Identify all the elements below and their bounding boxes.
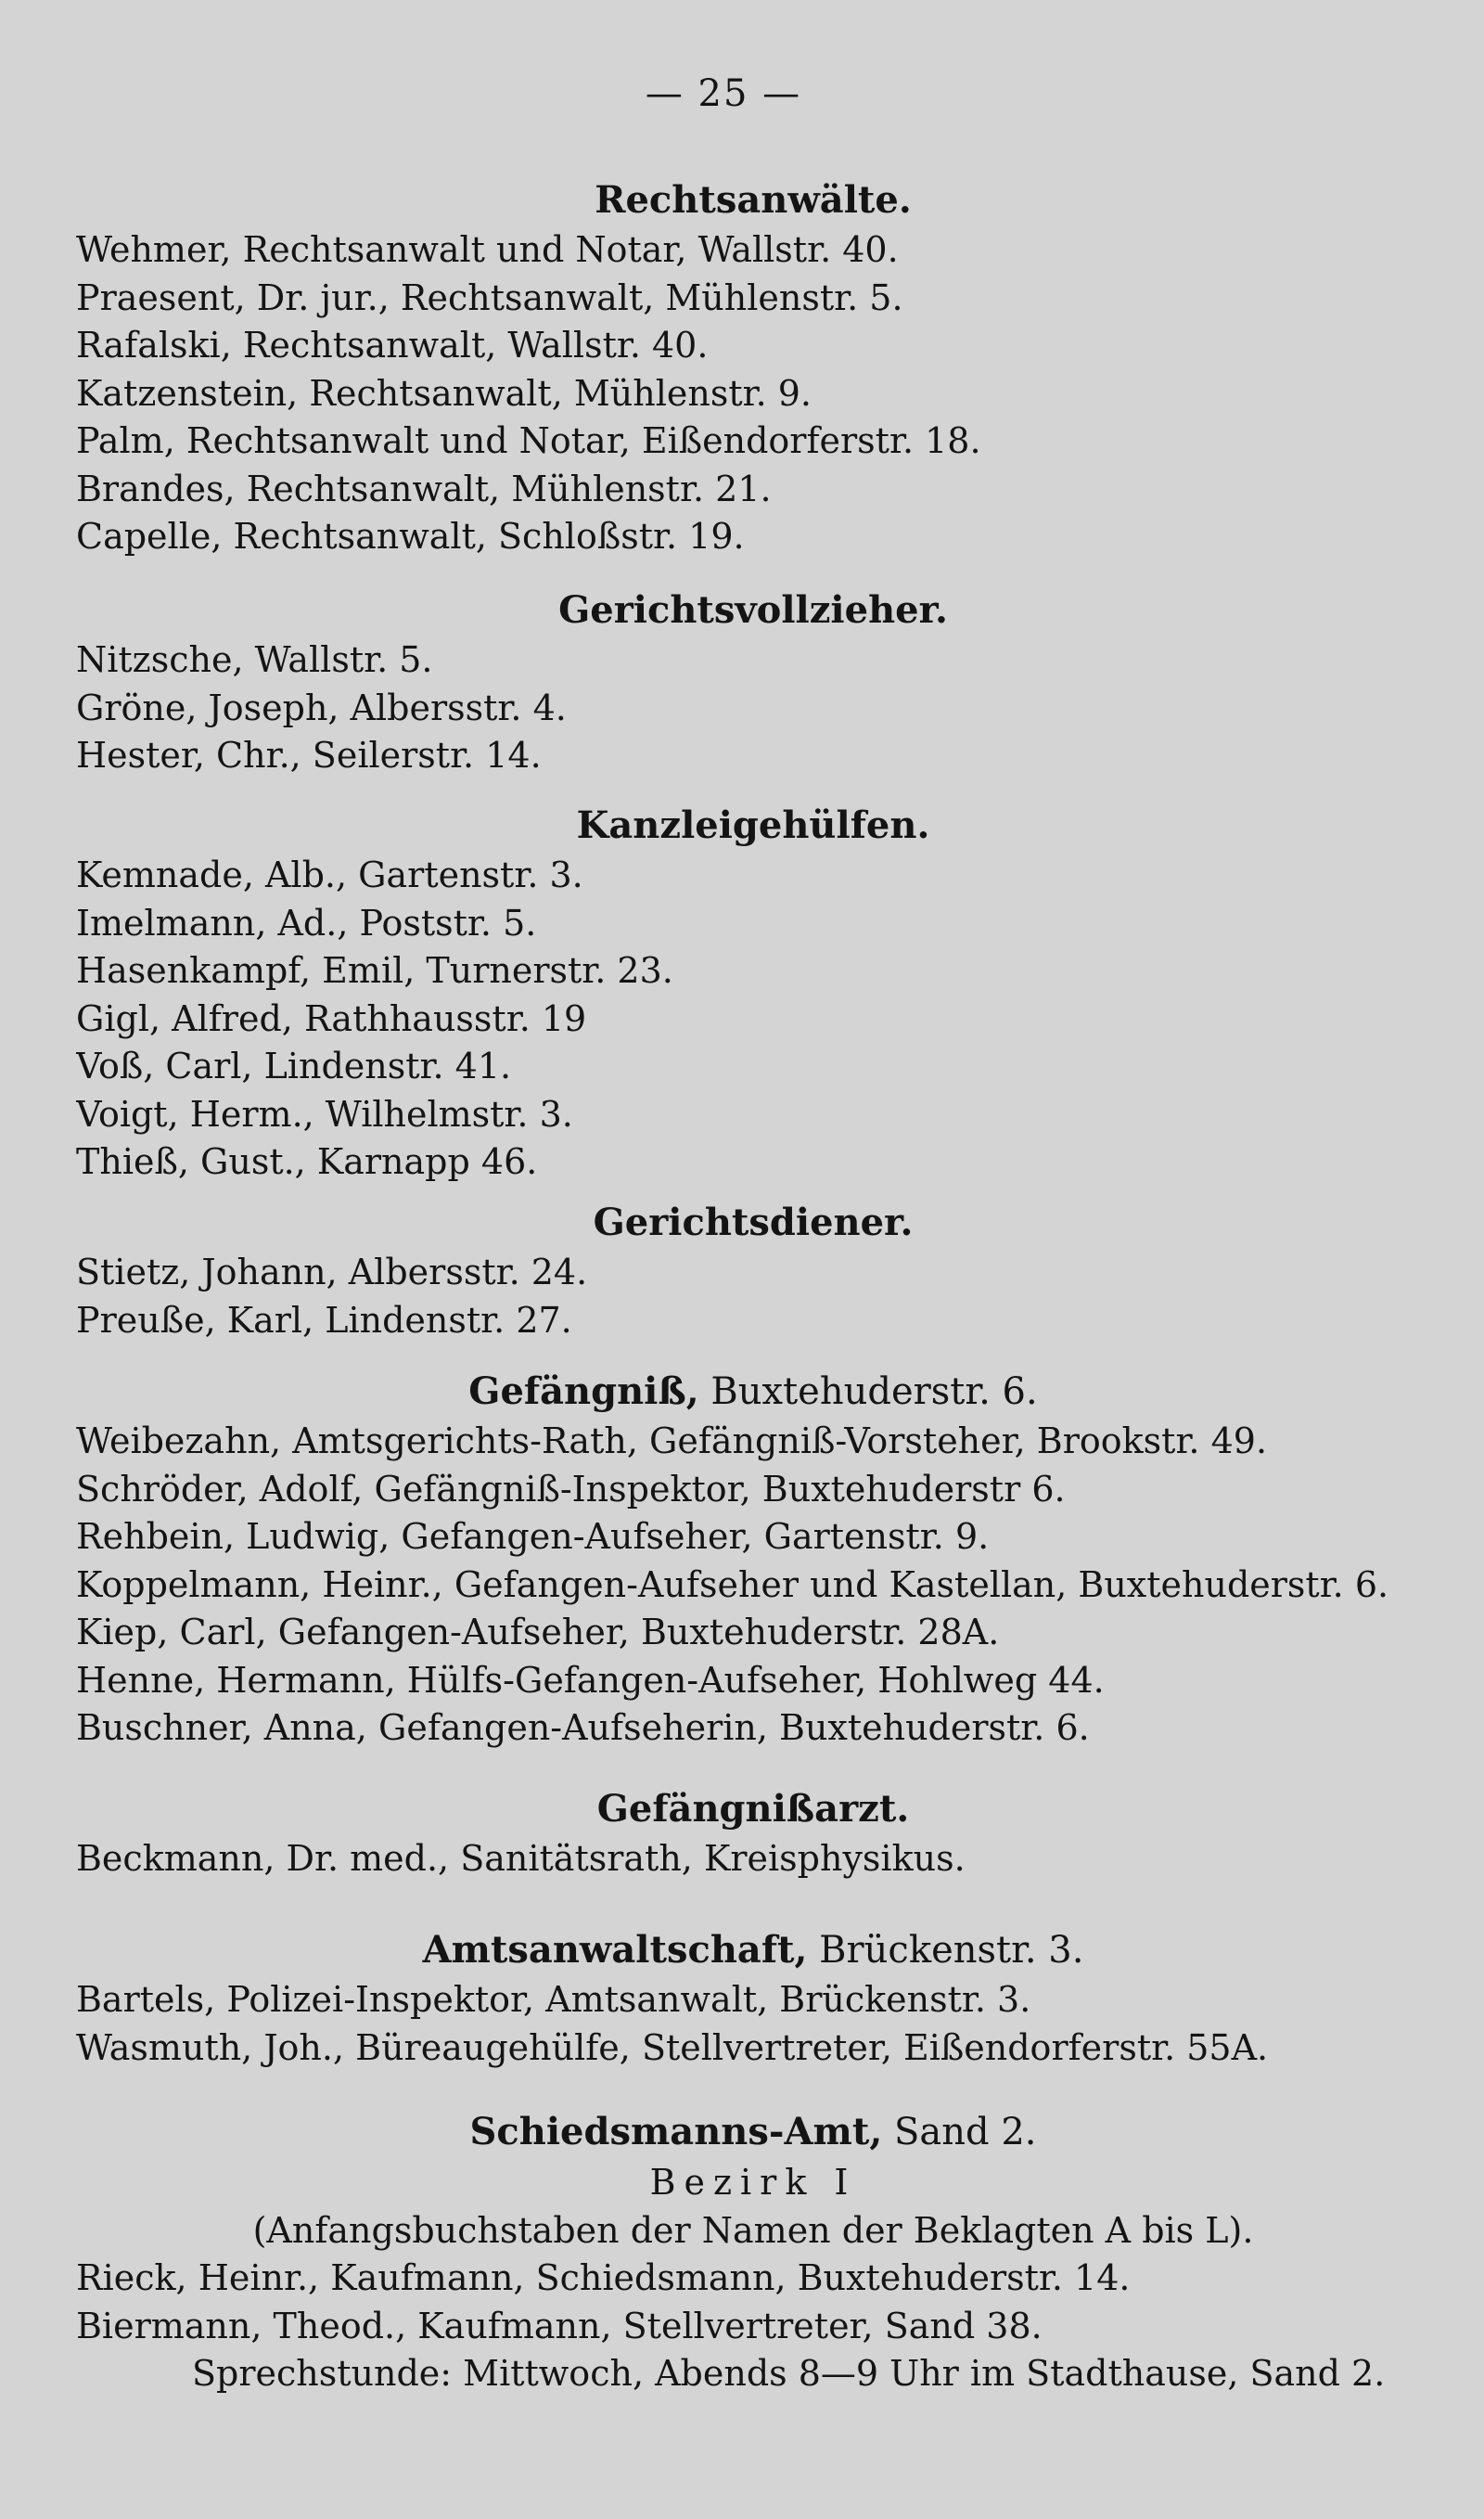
list-entry: Rieck, Heinr., Kaufmann, Schiedsmann, Buxtehuderstr. 14.	[76, 2257, 1131, 2298]
section-heading	[76, 1924, 1430, 1976]
section-heading-title: Gefängniß,	[468, 1369, 699, 1413]
section-heading: Rechtsanwälte.	[595, 178, 912, 222]
list-entry: Voigt, Herm., Wilhelmstr. 3.	[76, 1093, 573, 1135]
section-amtsanwaltschaft	[76, 1924, 1430, 2072]
list-entry: Hester, Chr., Seilerstr. 14.	[76, 735, 542, 776]
section-gerichtsvollzieher	[76, 585, 1430, 780]
district-label: Bezirk I	[649, 2162, 857, 2203]
section-gefaengnissarzt	[76, 1783, 1430, 1883]
section-gerichtsdiener	[76, 1197, 1430, 1344]
list-entry: Praesent, Dr. jur., Rechtsanwalt, Mühlenstr. 5.	[76, 276, 903, 318]
section-heading: Gerichtsvollzieher.	[558, 588, 948, 632]
list-entry: Rehbein, Ludwig, Gefangen-Aufseher, Gartenstr. 9.	[76, 1516, 990, 1557]
list-entry: Beckmann, Dr. med., Sanitätsrath, Kreisphysikus.	[76, 1838, 966, 1879]
list-entry: Thieß, Gust., Karnapp 46.	[76, 1141, 538, 1182]
list-entry: Palm, Rechtsanwalt und Notar, Eißendorferstr. 18.	[76, 420, 981, 461]
section-heading: Gefängnißarzt.	[596, 1787, 910, 1831]
list-entry: Rafalski, Rechtsanwalt, Wallstr. 40.	[76, 325, 709, 366]
district-note: (Anfangsbuchstaben der Namen der Beklagten A bis L).	[252, 2210, 1254, 2251]
list-entry: Stietz, Johann, Albersstr. 24.	[76, 1252, 588, 1292]
list-entry: Wehmer, Rechtsanwalt und Notar, Wallstr. 40.	[76, 229, 899, 270]
list-entry: Bartels, Polizei-Inspektor, Amtsanwalt, Brückenstr. 3.	[76, 1979, 1031, 2020]
list-entry: Biermann, Theod., Kaufmann, Stellvertreter, Sand 38.	[76, 2305, 1043, 2346]
list-entry: Wasmuth, Joh., Büreaugehülfe, Stellvertreter, Eißendorferstr. 55A.	[76, 2026, 1269, 2068]
section-kanzleigehuelfen	[76, 800, 1430, 1187]
section-heading-title: Schiedsmanns-Amt,	[469, 2110, 883, 2153]
list-entry: Weibezahn, Amtsgerichts-Rath, Gefängniß-Vorsteher, Brookstr. 49.	[76, 1420, 1268, 1461]
list-entry: Gröne, Joseph, Albersstr. 4.	[76, 687, 567, 728]
section-heading	[76, 1366, 1430, 1418]
list-entry: Hasenkampf, Emil, Turnerstr. 23.	[76, 950, 673, 991]
section-heading	[76, 2106, 1430, 2158]
list-entry: Buschner, Anna, Gefangen-Aufseherin, Buxtehuderstr. 6.	[76, 1707, 1090, 1748]
list-entry: Imelmann, Ad., Poststr. 5.	[76, 902, 537, 944]
list-entry: Katzenstein, Rechtsanwalt, Mühlenstr. 9.	[76, 372, 812, 414]
list-entry: Kemnade, Alb., Gartenstr. 3.	[76, 855, 583, 895]
office-hours: Sprechstunde: Mittwoch, Abends 8—9 Uhr im Stadthause, Sand 2.	[192, 2353, 1386, 2394]
section-heading: Gerichtsdiener.	[593, 1201, 914, 1244]
list-entry: Koppelmann, Heinr., Gefangen-Aufseher und Kastellan, Buxtehuderstr. 6.	[76, 1563, 1389, 1605]
list-entry: Capelle, Rechtsanwalt, Schloßstr. 19.	[76, 516, 745, 557]
list-entry: Schröder, Adolf, Gefängniß-Inspektor, Buxtehuderstr 6.	[76, 1468, 1066, 1510]
page-number: — 25 —	[645, 72, 802, 115]
list-entry: Henne, Hermann, Hülfs-Gefangen-Aufseher, Hohlweg 44.	[76, 1659, 1105, 1701]
section-gefaengniss	[76, 1366, 1430, 1753]
section-schiedsmanns-amt	[76, 2106, 1430, 2398]
section-heading-title: Amtsanwaltschaft,	[422, 1928, 808, 1972]
section-heading-address: Sand 2.	[882, 2111, 1037, 2153]
section-heading-address: Buxtehuderstr. 6.	[698, 1370, 1038, 1413]
list-entry: Brandes, Rechtsanwalt, Mühlenstr. 21.	[76, 468, 772, 509]
list-entry: Kiep, Carl, Gefangen-Aufseher, Buxtehuderstr. 28A.	[76, 1612, 1000, 1652]
section-heading-address: Brückenstr. 3.	[807, 1929, 1084, 1972]
list-entry: Preuße, Karl, Lindenstr. 27.	[76, 1299, 572, 1341]
list-entry: Nitzsche, Wallstr. 5.	[76, 639, 433, 680]
section-heading: Kanzleigehülfen.	[576, 803, 930, 847]
list-entry: Gigl, Alfred, Rathhausstr. 19	[76, 997, 587, 1039]
section-rechtsanwaelte	[76, 174, 1430, 561]
list-entry: Voß, Carl, Lindenstr. 41.	[76, 1046, 512, 1086]
